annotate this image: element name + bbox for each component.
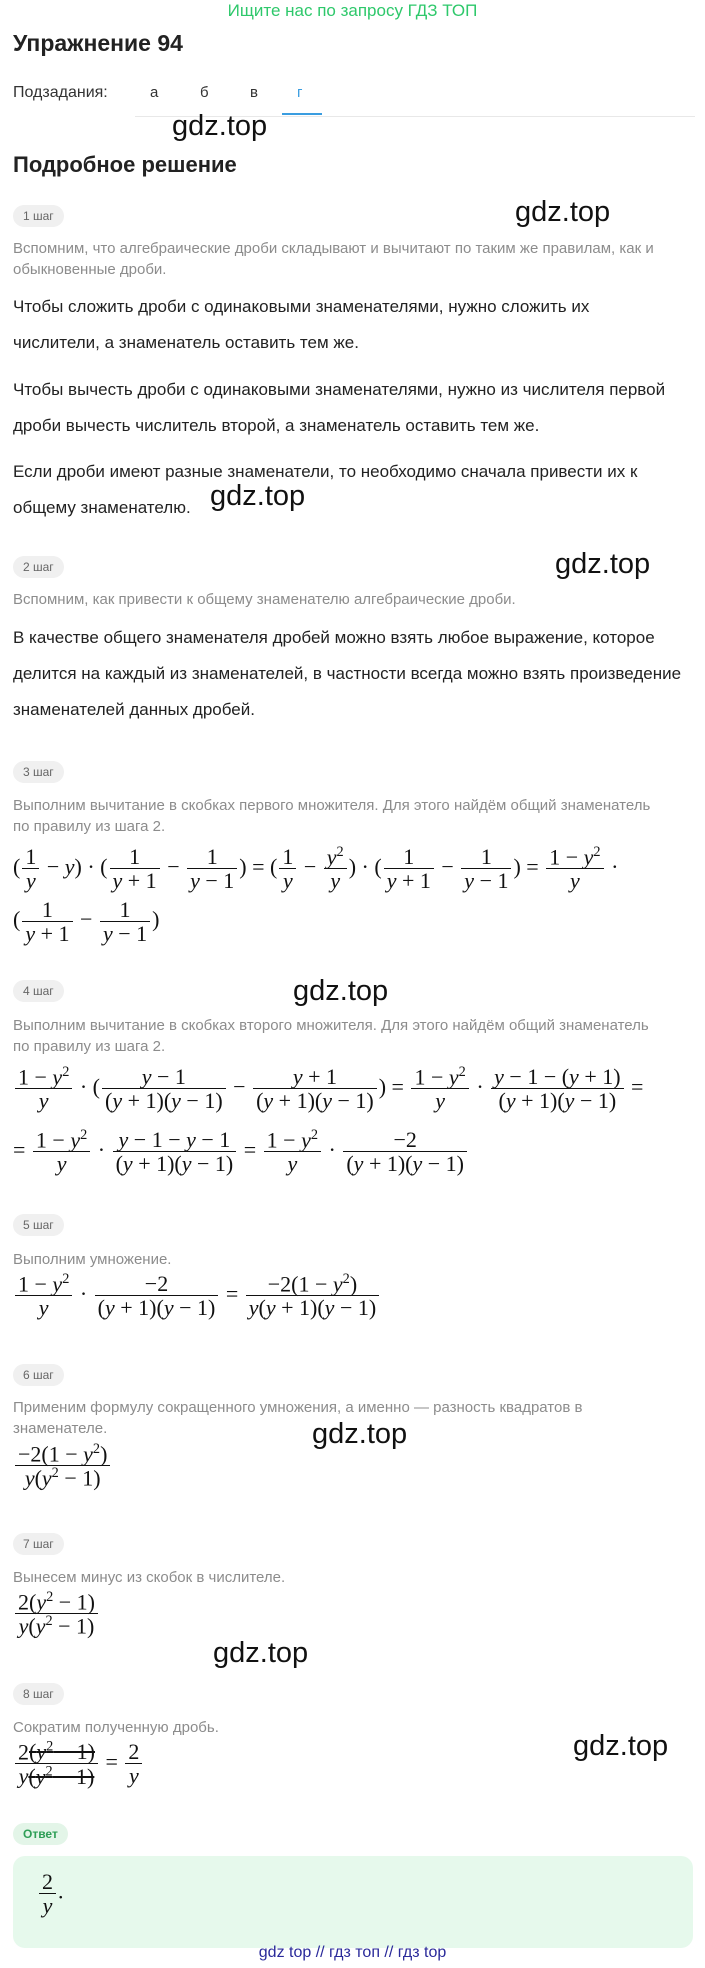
math-step4-line2: = $\frac{1 - y^2}{y}$ · $\frac{y - 1 - y - 1}{(y + 1)(y - 1)}$ = $\frac{1 - y^2}{y}$ · $\frac{-2}{(y + 1)(y - 1)}$ — [13, 1128, 469, 1176]
watermark: gdz.top — [293, 975, 389, 1007]
step-badge: 3 шаг — [13, 761, 64, 783]
step-badge: 5 шаг — [13, 1214, 64, 1236]
answer-box — [13, 1856, 693, 1948]
step-badge: 7 шаг — [13, 1533, 64, 1555]
step-hint: Выполним умножение. — [13, 1251, 172, 1268]
tab-b[interactable]: б — [200, 84, 209, 101]
step-badge: 4 шаг — [13, 980, 64, 1002]
footer-links[interactable]: gdz top // гдз топ // гдз top — [258, 1944, 447, 1961]
step-hint: Вспомним, что алгебраические дроби складывают и вычитают по таким же правилам, как и обыкновенные дроби. — [13, 240, 654, 278]
active-tab-indicator — [282, 113, 322, 115]
step-badge: 8 шаг — [13, 1683, 64, 1705]
watermark: gdz.top — [210, 480, 306, 512]
math-step8: $\frac{2(y^2 - 1)}{y(y^2 - 1)}$ = $\frac{2}{y}$ — [13, 1740, 144, 1788]
watermark: gdz.top — [312, 1418, 408, 1450]
answer-math: $\frac{2}{y}$ . — [37, 1870, 64, 1917]
step-text: Чтобы вычесть дроби с одинаковыми знаменателями, нужно из числителя первой дроби вычесть числитель второй, а знаменатель оставить тем же. — [13, 380, 666, 435]
math-step5: $\frac{1 - y^2}{y}$ · $\frac{-2}{(y + 1)(y - 1)}$ = $\frac{-2(1 - y^2)}{y(y + 1)(y - 1)}$ — [13, 1272, 381, 1320]
watermark: gdz.top — [555, 548, 651, 580]
step-text: Если дроби имеют разные знаменатели, то необходимо сначала привести их к общему знаменателю. — [13, 462, 638, 517]
step-hint: Выполним вычитание в скобках второго множителя. Для этого найдём общий знаменатель по правилу из шага 2. — [13, 1017, 649, 1055]
step-badge: 2 шаг — [13, 556, 64, 578]
math-step3-line1: ( $\frac{1}{y}$ − y) · ( $\frac{1}{y + 1}$ − $\frac{1}{y - 1}$ ) = ( $\frac{1}{y}$ − $\frac{y^2}{y}$ ) · ( $\frac{1}{y + 1}$ − $\frac{1}{y - 1}$ ) = $\frac{1 - y^2}{y}$ · — [13, 844, 619, 894]
step-hint: Применим формулу сокращенного умножения, а именно — разность квадратов в знаменателе. — [13, 1399, 583, 1437]
watermark: gdz.top — [213, 1637, 309, 1669]
step-badge: 6 шаг — [13, 1364, 64, 1386]
step-hint: Выполним вычитание в скобках первого множителя. Для этого найдём общий знаменатель по правилу из шага 2. — [13, 797, 651, 835]
step-badge: 1 шаг — [13, 205, 64, 227]
step-hint: Вспомним, как привести к общему знаменателю алгебраические дроби. — [13, 591, 516, 608]
tab-a[interactable]: а — [150, 84, 159, 101]
watermark: gdz.top — [172, 110, 268, 142]
page-title: Упражнение 94 — [13, 30, 183, 56]
math-step6: $\frac{-2(1 - y^2)}{y(y^2 - 1)}$ — [13, 1442, 112, 1490]
step-hint: Сократим полученную дробь. — [13, 1719, 219, 1736]
tab-v[interactable]: в — [250, 84, 258, 101]
promo-banner: Ищите нас по запросу ГДЗ ТОП — [227, 1, 478, 20]
step-hint: Вынесем минус из скобок в числителе. — [13, 1569, 286, 1586]
step-text: Чтобы сложить дроби с одинаковыми знаменателями, нужно сложить их числители, а знаменатель оставить тем же. — [13, 297, 590, 352]
tab-g[interactable]: г — [297, 84, 303, 101]
section-title: Подробное решение — [13, 152, 237, 177]
answer-badge: Ответ — [13, 1823, 68, 1845]
watermark: gdz.top — [515, 196, 611, 228]
step-text: В качестве общего знаменателя дробей можно взять любое выражение, которое делится на каждый из знаменателей, в частности всегда можно взять произведение знаменателей данных дробей. — [13, 628, 682, 719]
math-step3-line2: ( $\frac{1}{y + 1}$ − $\frac{1}{y - 1}$ ) — [13, 897, 160, 947]
watermark: gdz.top — [573, 1730, 669, 1762]
math-step7: $\frac{2(y^2 - 1)}{y(y^2 - 1)}$ — [13, 1590, 100, 1638]
subtasks-label: Подзадания: — [13, 84, 108, 101]
math-step4-line1: $\frac{1 - y^2}{y}$ · ( $\frac{y - 1}{(y + 1)(y - 1)}$ − $\frac{y + 1}{(y + 1)(y - 1)}$ ) = $\frac{1 - y^2}{y}$ · $\frac{y - 1 - (y + 1)}{(y + 1)(y - 1)}$ = — [13, 1065, 643, 1113]
